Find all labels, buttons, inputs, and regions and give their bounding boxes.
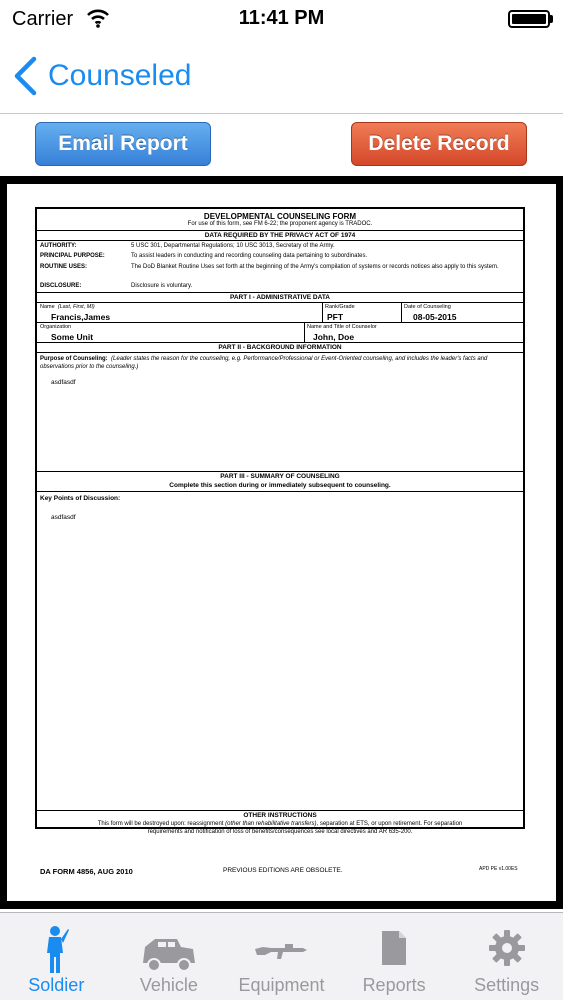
tab-soldier[interactable] bbox=[0, 913, 113, 1000]
part3-header: PART III - SUMMARY OF COUNSELING bbox=[220, 473, 340, 480]
form-title: DEVELOPMENTAL COUNSELING FORM bbox=[203, 212, 357, 221]
purpose-value: asdfasdf bbox=[51, 379, 76, 386]
key-points-label: Key Points of Discussion: bbox=[40, 495, 121, 502]
battery-icon bbox=[508, 10, 554, 28]
form-version: APD PE v1.00ES bbox=[479, 866, 518, 872]
form-subtitle: For use of this form, see FM 6-22; the proponent agency is TRADOC. bbox=[187, 221, 373, 227]
routine-uses-value: The DoD Blanket Routine Uses set forth at the beginning of the Army's compilation of systems or records notices also apply to this system. bbox=[131, 264, 499, 270]
key-points-value: asdfasdf bbox=[51, 514, 76, 521]
organization-value: Some Unit bbox=[51, 332, 94, 342]
status-bar bbox=[0, 0, 563, 40]
tab-reports-label: Reports bbox=[362, 975, 426, 995]
gear-icon bbox=[488, 929, 526, 967]
carrier-label: Carrier bbox=[12, 8, 74, 30]
tab-vehicle-label: Vehicle bbox=[139, 975, 198, 995]
document-viewer[interactable] bbox=[0, 176, 563, 909]
authority-label: AUTHORITY: bbox=[40, 243, 77, 249]
back-button[interactable] bbox=[12, 54, 191, 98]
document-page bbox=[7, 184, 556, 901]
rank-value: PFT bbox=[327, 312, 344, 322]
organization-label: Organization bbox=[40, 324, 72, 330]
principal-purpose-value: To assist leaders in conducting and recording counseling data pertaining to subordinates. bbox=[131, 253, 368, 259]
tab-equipment-label: Equipment bbox=[238, 975, 325, 995]
back-chevron-icon bbox=[12, 56, 38, 96]
status-time: 11:41 PM bbox=[238, 7, 325, 29]
disclosure-value: Disclosure is voluntary. bbox=[131, 283, 193, 289]
back-label: Counseled bbox=[48, 59, 192, 92]
part1-header: PART I - ADMINISTRATIVE DATA bbox=[229, 294, 331, 301]
action-row bbox=[0, 115, 563, 175]
rifle-icon bbox=[253, 941, 309, 965]
name-value: Francis,James bbox=[51, 312, 111, 322]
soldier-icon bbox=[41, 925, 71, 975]
name-label: Name (Last, First, MI) bbox=[40, 304, 95, 310]
document-icon bbox=[380, 929, 408, 967]
date-value: 08-05-2015 bbox=[413, 312, 457, 322]
tab-soldier-label: Soldier bbox=[28, 975, 85, 995]
navigation-bar bbox=[0, 40, 563, 114]
tab-settings[interactable] bbox=[450, 913, 563, 1000]
form-editions-note: PREVIOUS EDITIONS ARE OBSOLETE. bbox=[223, 867, 343, 874]
routine-uses-label: ROUTINE USES: bbox=[40, 264, 88, 270]
tab-settings-label: Settings bbox=[474, 975, 540, 995]
counselor-value: John, Doe bbox=[313, 332, 355, 342]
email-report-button[interactable]: Email Report bbox=[35, 122, 211, 166]
other-instructions-line1: This form will be destroyed upon: reassignment (other than rehabilitative transfers), separation at ETS, or upon retirement. For separation bbox=[97, 821, 463, 827]
principal-purpose-label: PRINCIPAL PURPOSE: bbox=[40, 253, 105, 259]
part3-subtitle: Complete this section during or immediately subsequent to counseling. bbox=[169, 482, 391, 489]
authority-value: 5 USC 301, Departmental Regulations; 10 USC 3013, Secretary of the Army. bbox=[131, 243, 335, 249]
delete-record-button[interactable]: Delete Record bbox=[351, 122, 527, 166]
tab-reports[interactable] bbox=[338, 913, 451, 1000]
tab-bar bbox=[0, 912, 563, 1000]
privacy-header: DATA REQUIRED BY THE PRIVACY ACT OF 1974 bbox=[204, 232, 356, 239]
tab-vehicle[interactable] bbox=[113, 913, 226, 1000]
disclosure-label: DISCLOSURE: bbox=[40, 283, 82, 289]
purpose-label: Purpose of Counseling: (Leader states the reason for the counseling, e.g. Performance/Professional or Event-Oriented counseling, and includes the leader's facts and observations prior to the counseling.) bbox=[40, 356, 488, 370]
other-instructions-line2: requirements and notification of loss of benefits/consequences see local directives and AR 635-200. bbox=[147, 829, 413, 835]
date-label: Date of Counseling bbox=[404, 304, 451, 310]
counseling-form bbox=[35, 207, 525, 835]
part2-header: PART II - BACKGROUND INFORMATION bbox=[218, 344, 342, 351]
tab-equipment[interactable] bbox=[225, 913, 338, 1000]
form-number: DA FORM 4856, AUG 2010 bbox=[40, 867, 133, 876]
vehicle-icon bbox=[141, 935, 197, 975]
other-instructions-header: OTHER INSTRUCTIONS bbox=[243, 812, 317, 819]
rank-label: Rank/Grade bbox=[325, 304, 355, 310]
counselor-label: Name and Title of Counselor bbox=[307, 324, 377, 330]
